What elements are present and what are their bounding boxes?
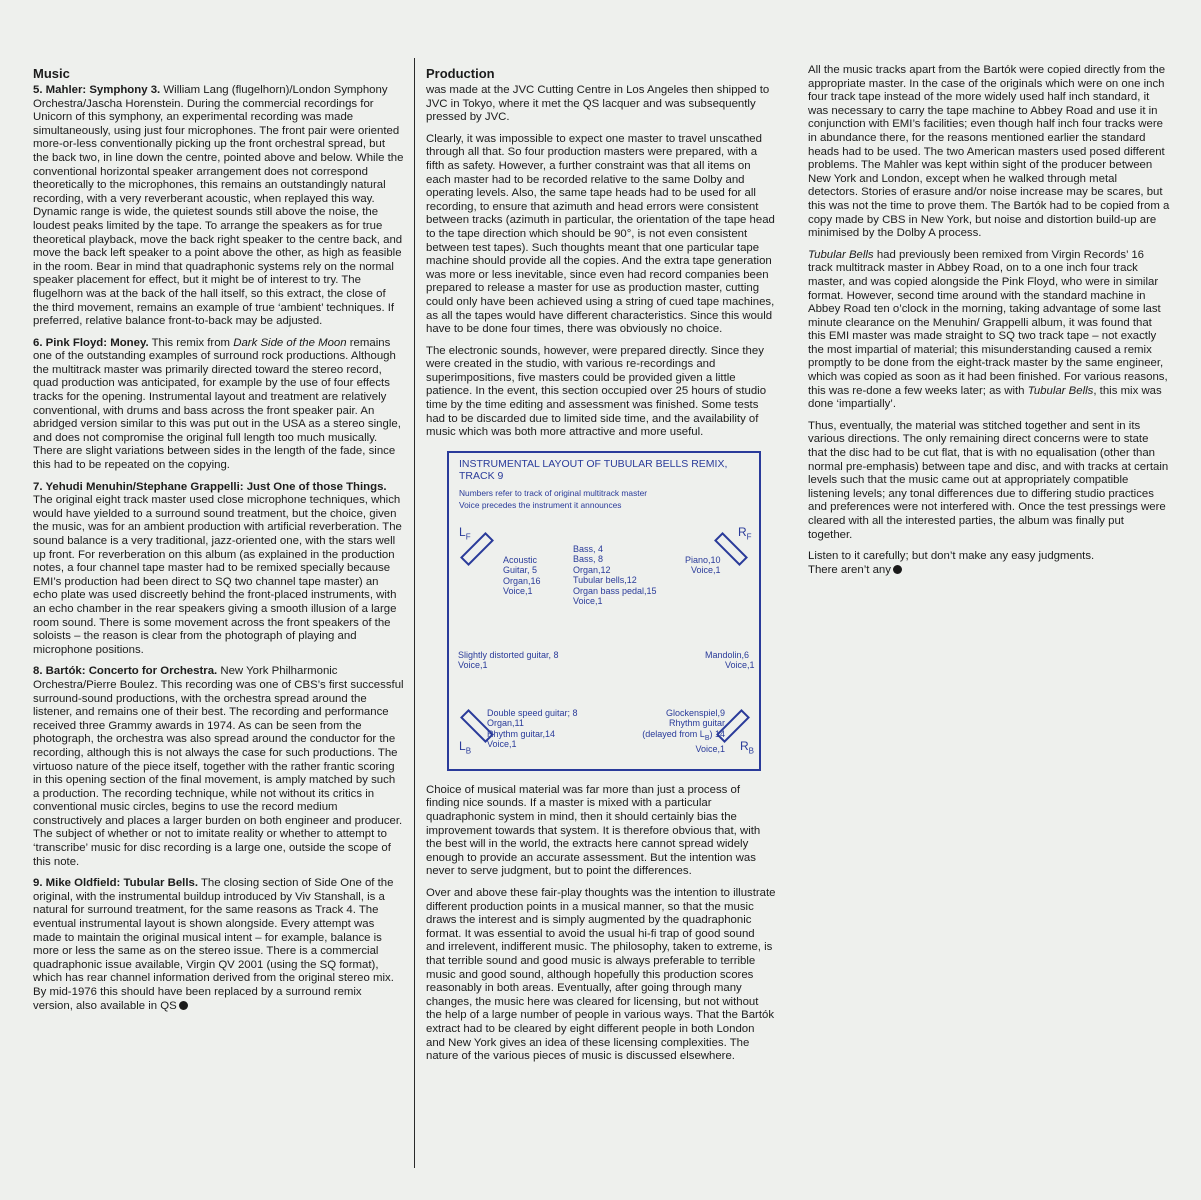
right-mid-instruments: Mandolin,6 Voice,1 [705,649,755,671]
instrument-layout-diagram [447,451,761,771]
label-right-front: $R_F$ [738,524,752,542]
track-5-note [33,84,404,329]
production-heading: Production [426,66,495,81]
track-9-note [33,877,404,1013]
notes-para-4 [808,550,1170,577]
track-5-title: 5. Mahler: Symphony 3. [33,84,161,96]
track-9-title: 9. Mike Oldfield: Tubular Bells. [33,877,198,890]
diagram-title-line-1: INSTRUMENTAL LAYOUT OF TUBULAR BELLS REMIX, [459,457,728,470]
diagram-title-line-2: TRACK 9 [459,469,504,482]
notes-para-1: All the music tracks apart from the Bartók were copied directly from the appropriate master. In the case of the originals which were on one inch four track tape instead of the more widely used half inch standard, it was necessary to carry the tape machine to Abbey Road and use it in conjunction with EMI’s facilities; even though half inch four tracks were in abundance there, for the reasons mentioned earlier the standard heads had to be used. The two American masters used posed different problems. The Mahler was kept within sight of the producer between New York and London, except when he walked through metal detectors. Stories of erasure and/or noise increase may be scares, but this was not the time to prove them. The Bartók had to be copied from a copy made by CBS in New York, but noise and distortion build-up are minimised by the Dolby A process. [808,64,1170,240]
end-dot-icon [893,565,902,574]
left-mid-instruments: Slightly distorted guitar, 8 Voice,1 [458,649,559,671]
notes-para-2 [808,249,1170,412]
right-front-instruments: Piano,10 Voice,1 [685,554,721,576]
tubular-bells-italic-2: Tubular Bells [1027,384,1094,397]
music-column [33,58,404,1021]
track-6-pre: This remix from [151,336,231,349]
notes-para-2-end: , this mix was done ‘impartially’. [808,384,1162,411]
production-para-2: Clearly, it was impossible to expect one master to travel unscathed through all that. So four production masters were prepared, with a fifth as safety. However, a further constraint was that all items on each master had to be recorded relative to the same Dolby and operating levels. Also, the same tape heads had to be used for all recording, to ensure that azimuth and head errors were consistent between tracks (azimuth in particular, the orientation of the tape head to the tape direction which should be 90°, is not even consistent between test tapes). Such thoughts meant that one particular tape machine should provide all the copies. And the extra tape generation was more or less inevitable, since even had record companies been prepared to release a master for use as production master, cutting could only have been achieved using a string of cued tape machines, as all the tapes would have different characteristics. Since this would have to be done four times, there was obviously no choice. [426,132,775,336]
notes-para-2-body: had previously been remixed from Virgin Records’ 16 track multitrack master in Abbey Road, on to a one inch four track master, and was copied alongside the Pink Floyd, who were in similar format. However, second time around with the standard machine in Abbey Road ten o’clock in the morning, taking advantage of some last minute clearance on the Menuhin/ Grappelli album, it was found that this EMI master was made straight to SQ two track tape – not exactly the most impartial of material; this misunderstanding caused a remix promptly to be done from the eight-track master by the same engineer, which was copied as soon as it had been finished. For various reasons, this was re-done a few weeks later; as with [808,248,1168,397]
track-8-title: 8. Bartók: Concerto for Orchestra. [33,665,218,678]
left-front-instruments: Acoustic Guitar, 5 Organ,16 Voice,1 [503,554,541,597]
label-left-back: $L_B$ [459,738,472,756]
track-6-album: Dark Side of the Moon [233,336,347,349]
closing-line-2: There aren’t any [808,563,891,576]
diagram-notes [459,487,749,511]
center-front-instruments: Bass, 4 Bass, 8 Organ,12 Tubular bells,12 Organ bass pedal,15 Voice,1 [573,543,657,607]
production-para-1: was made at the JVC Cutting Centre in Los Angeles then shipped to JVC in Tokyo, where it met the QS lacquer and was subsequently pressed by JVC. [426,84,770,124]
production-para-3: The electronic sounds, however, were prepared directly. Since they were created in the studio, with various re-recordings and superimpositions, five masters could be provided given a little patience. In the event, this section occupied over 25 hours of studio time by the time editing and assessment was finished. Some tests had to be discarded due to limited side time, and the availability of music which was both more attractive and more useful. [426,344,767,439]
music-heading: Music [33,66,70,81]
production-para-4: Choice of musical material was far more than just a process of finding nice sounds. If a master is mixed with a particular quadraphonic system in mind, then it should certainly bias the improvement towards that system. It is therefore obvious that, with the best will in the world, the extracts here cannot spread widely enough to provide an accurate assessment. But the intention was never to serve judgment, but to point the differences. [426,783,761,878]
track-7-note [33,481,404,658]
end-dot-icon [179,1001,188,1010]
column-divider [414,58,415,1168]
label-right-back: $R_B$ [740,738,755,756]
track-5-body: William Lang (flugelhorn)/London Symphony Orchestra/Jascha Horenstein. During the commercial recordings for Unicorn of this symphony, an experimental recording was made simultaneously, using just four microphones. The front pair were oriented more-or-less conventionally picking up the front orchestral spread, but the back two, in line down the centre, pointed above and below. While the conventional horizontal speaker arrangement does not correspond theoretically to the microphones, this remains an outstandingly natural recording, with a very reverberant acoustic, when replayed this way. Dynamic range is wide, the quietest sounds still above the noise, the loudest peaks limited by the tape. To arrange the speakers as for true theoretical playback, move the back right speaker to the centre back, and move the back left speaker to a point above the other, as high as feasible in the room. Bear in mind that quadraphonic systems rely on the normal speaker placement for effect, but it might be of interest to try. The flugelhorn was at the back of the hall itself, so this extract, the close of the third movement, remains an example of true ‘ambient’ techniques. If preferred, relative balance front-to-back may be adjusted. [33,84,404,328]
production-para-5: Over and above these fair-play thoughts was the intention to illustrate different production points in a musical manner, so that the music draws the interest and is simply augmented by the quadraphonic format. It was essential to avoid the usual hi-fi trap of good sound and irrelevent, indifferent music. The philosophy, taken to extreme, is that terrible sound and good music is always preferable to terrible music and good sound, although hopefully this production scores reasonably in both areas. Eventually, after going through many changes, the music here was cleared for licensing, but not without the help of a large number of people in various ways. That the Bartók extract had to be cleared by eight different people in both London and New York gives an idea of these licensing complexities. The nature of the various pieces of music is discussed elsewhere. [426,887,776,1063]
track-8-note [33,665,404,869]
track-8-body: New York Philharmonic Orchestra/Pierre Boulez. This recording was one of CBS’s first successful surround-sound productions, with the orchestra spread around the listener, and remains one of their best. The recording and performance received three Grammy awards in 1974. As can be seen from the photograph, the orchestra was also spread around the conductor for the recording, although this is not always the case for such productions. The virtuoso nature of the piece itself, together with the rather frantic scoring in this opening section of the final movement, is amply matched by such a production. The recording technique, while not without its critics in conventional music circles, begins to use the record medium constructively and places a larger burden on both engineer and producer. The subject of whether or not to imitate reality or whether to attempt to ‘transcribe’ music for disc recording is a large one, outside the scope of this note. [33,665,404,868]
left-back-instruments: Double speed guitar; 8 Organ,11 Rhythm guitar,14 Voice,1 [487,707,578,750]
diagram-title [459,458,749,482]
tubular-bells-italic: Tubular Bells [808,248,874,261]
track-9-body: The closing section of Side One of the original, with the instrumental buildup introduced by Viv Stanshall, is a natural for surround treatment, for the same reasons as Track 4. The eventual instrumental layout is shown alongside. Every attempt was made to maintain the original musical intent – for example, balance is more or less the same as on the stereo issue. There is a commercial quadraphonic issue available, Virgin QV 2001 (using the SQ format), which has rear channel information derived from the original stereo mix. By mid-1976 this should have been replaced by a surround remix version, also available in QS [33,877,394,1012]
right-back-instruments: Glockenspiel,9 Rhythm guitar (delayed from $L_B$) 14 Voice,1 [642,707,725,755]
production-column [426,58,776,1072]
track-6-title: 6. Pink Floyd: Money. [33,336,149,349]
track-6-body: remains one of the outstanding examples of surround rock productions. Although the multitrack master was primarily directed toward the stereo record, quad production was anticipated, for example by the use of four effects tracks for the opening. Instrumental layout and treatment are relatively conventional, with drums and bass across the front speaker pair. An abridged version similar to this was put out in the USA as a stereo single, and does not compromise the original full length too much musically. There are slight variations between sides in the length of the fade, since this had to be repeated on the copying. [33,336,401,472]
diagram-note-1: Numbers refer to track of original multitrack master [459,487,648,498]
notes-para-3: Thus, eventually, the material was stitched together and sent in its various directions. The only remaining direct concerns were to state that the disc had to be cut flat, that is with no equalisation (other than normal pre-emphasis) between tape and disc, and with tracks at certain levels such that the music came out at appropriately compatible listening levels; any tonal differences due to differing studio practices and preferences were not interfered with. Once the test pressings were cleared with all the interested parties, the album was finally put together. [808,419,1169,541]
track-7-title: 7. Yehudi Menuhin/Stephane Grappelli: Just One of those Things. [33,480,387,493]
track-6-note [33,337,404,473]
diagram-note-2: Voice precedes the instrument it announces [459,499,622,510]
track-7-body: The original eight track master used close microphone techniques, which would have yielded to a surround sound treatment, but the choice, given the music, was for an ambient production with artificial reverberation. The sound balance is a very traditional, jazz-oriented one, with the stars well up front. For reverberation on this album (as explained in the production notes, a four channel tape master had to be remixed specially because EMI’s production had been direct to SQ two channel tape master) an echo plate was used discreetly behind the front-placed instruments, with an echo chamber in the rear speakers giving a smooth illusion of a large room sound. There is some movement across the front speakers of the soloists – the reason is clear from the photograph of playing and microphone positions. [33,494,402,656]
closing-line-1: Listen to it carefully; but don’t make any easy judgments. [808,550,1095,563]
label-left-front: $L_F$ [459,524,471,542]
notes-column [808,64,1170,585]
